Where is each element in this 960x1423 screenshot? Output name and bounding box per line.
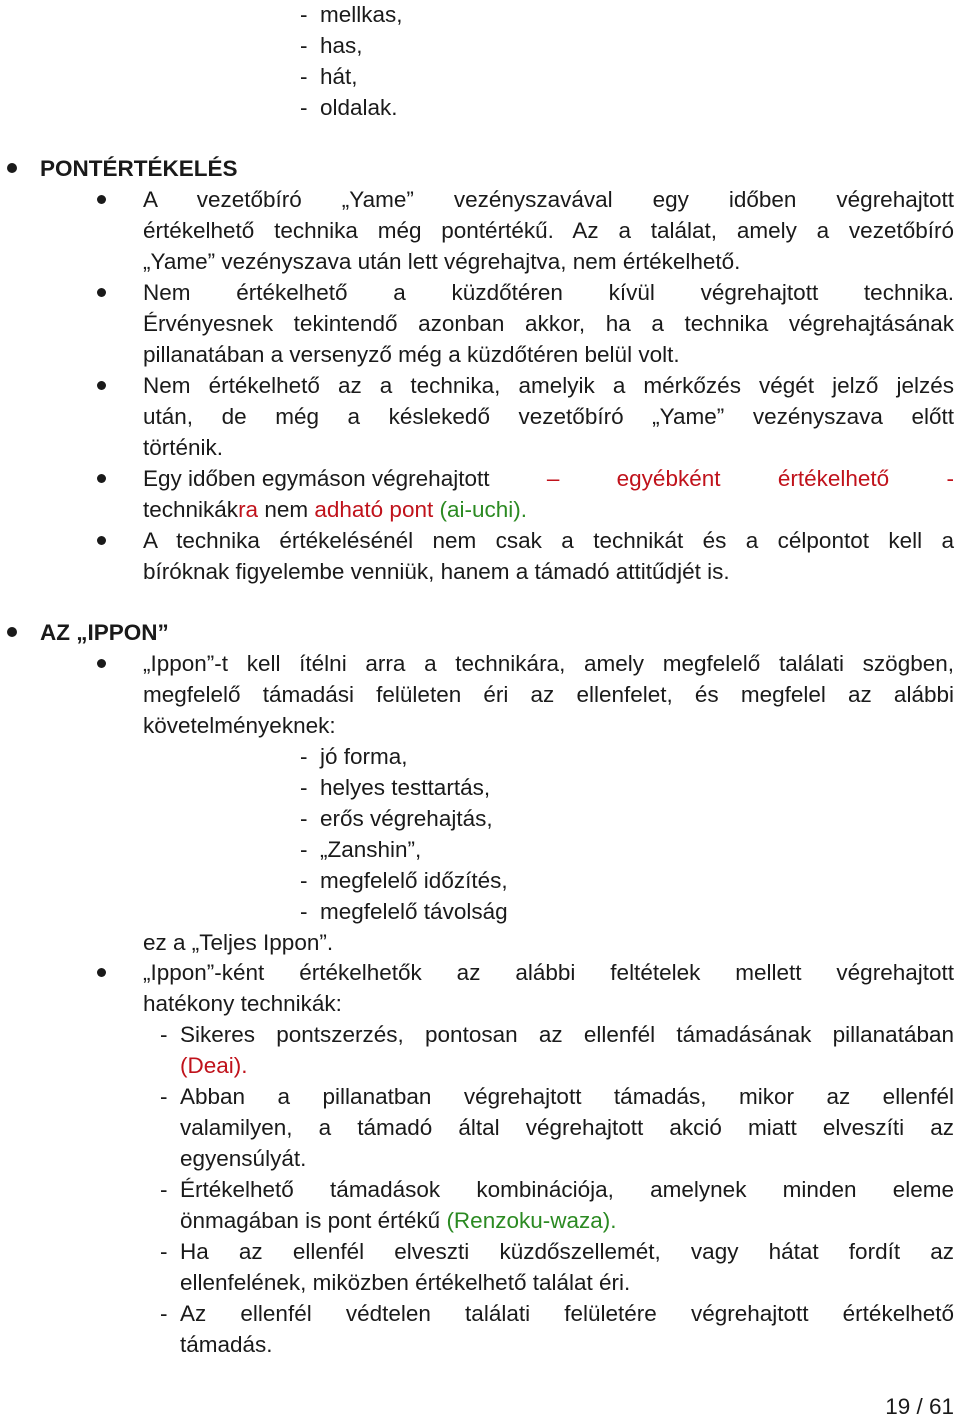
- dash-marker: -: [300, 868, 308, 893]
- text-segment: önmagában is pont értékű: [180, 1208, 447, 1233]
- green-text: (ai-uchi).: [433, 497, 528, 522]
- bullet-icon: [97, 659, 106, 668]
- paragraph-line: ellenfelének, miközben értékelhető találat éri.: [180, 1270, 631, 1295]
- paragraph-line: Sikeres pontszerzés, pontosan az ellenfél támadásának pillanatában: [180, 1022, 954, 1047]
- paragraph-line: hatékony technikák:: [143, 991, 342, 1016]
- list-item: mellkas,: [320, 2, 403, 27]
- dash-marker: -: [300, 2, 308, 27]
- paragraph-line: [143, 463, 954, 494]
- green-text: (Renzoku-waza).: [446, 1208, 617, 1233]
- paragraph-line: valamilyen, a támadó által végrehajtott akció miatt elveszíti az: [180, 1115, 954, 1140]
- list-item: oldalak.: [320, 95, 398, 120]
- list-item: has,: [320, 33, 363, 58]
- red-text: ra: [238, 497, 259, 522]
- dash-marker: -: [160, 1239, 168, 1264]
- paragraph-line: A vezetőbíró „Yame” vezényszavával egy időben végrehajtott: [143, 187, 954, 212]
- red-text: egyébként: [616, 466, 721, 491]
- red-text: értékelhető: [777, 466, 890, 491]
- dash-marker: -: [300, 33, 308, 58]
- bullet-icon: [97, 288, 106, 297]
- paragraph-line: után, de még a késlekedő vezetőbíró „Yame” vezényszava előtt: [143, 404, 954, 429]
- paragraph-line: támadás.: [180, 1332, 273, 1357]
- dash-marker: -: [160, 1301, 168, 1326]
- dash-marker: -: [300, 775, 308, 800]
- paragraph-line: ez a „Teljes Ippon”.: [143, 930, 334, 955]
- page-number: 19 / 61: [885, 1394, 954, 1419]
- paragraph-line: bíróknak figyelembe venniük, hanem a támadó attitűdjét is.: [143, 559, 730, 584]
- paragraph-line: Érvényesnek tekintendő azonban akkor, ha a technika végrehajtásának: [143, 311, 954, 336]
- dash-marker: -: [300, 95, 308, 120]
- paragraph-line: Nem értékelhető a küzdőtéren kívül végrehajtott technika.: [143, 280, 954, 305]
- bullet-icon: [97, 968, 106, 977]
- paragraph-line: „Ippon”-t kell ítélni arra a technikára, amely megfelelő találati szögben,: [143, 651, 954, 676]
- bullet-icon: [97, 536, 106, 545]
- paragraph-line: követelményeknek:: [143, 713, 336, 738]
- text-segment: technikák: [143, 497, 239, 522]
- paragraph-line: pillanatában a versenyző még a küzdőtéren belül volt.: [143, 342, 680, 367]
- text-segment: Egy időben egymáson végrehajtott: [143, 466, 490, 491]
- paragraph-line: A technika értékelésénél nem csak a technikát és a célpontot kell a: [143, 528, 954, 553]
- dash-marker: -: [300, 837, 308, 862]
- red-text: (Deai).: [180, 1053, 248, 1078]
- paragraph-line: értékelhető technika még pontértékű. Az a találat, amely a vezetőbíró: [143, 218, 954, 243]
- criteria-item: „Zanshin”,: [320, 837, 422, 862]
- dash-marker: -: [300, 744, 308, 769]
- paragraph-line: „Ippon”-ként értékelhetők az alábbi feltételek mellett végrehajtott: [143, 960, 954, 985]
- paragraph-line: „Yame” vezényszava után lett végrehajtva, nem értékelhető.: [143, 249, 741, 274]
- red-text: adható pont: [314, 497, 434, 522]
- paragraph-line: [180, 1205, 617, 1236]
- dash-marker: -: [300, 899, 308, 924]
- bullet-icon: [97, 474, 106, 483]
- dash-marker: -: [160, 1022, 168, 1047]
- paragraph-line: [143, 494, 527, 525]
- criteria-item: jó forma,: [320, 744, 408, 769]
- criteria-item: megfelelő távolság: [320, 899, 508, 924]
- dash-marker: -: [160, 1177, 168, 1202]
- criteria-item: helyes testtartás,: [320, 775, 491, 800]
- paragraph-line: egyensúlyát.: [180, 1146, 307, 1171]
- bullet-icon: [7, 627, 17, 637]
- paragraph-line: történik.: [143, 435, 224, 460]
- paragraph-line: Az ellenfél védtelen találati felületére végrehajtott értékelhető: [180, 1301, 954, 1326]
- text-segment: nem: [258, 497, 315, 522]
- bullet-icon: [97, 381, 106, 390]
- paragraph-line: megfelelő támadási felületen éri az ellenfelet, és megfelel az alábbi: [143, 682, 954, 707]
- list-item: hát,: [320, 64, 358, 89]
- paragraph-line: Ha az ellenfél elveszti küzdőszellemét, vagy hátat fordít az: [180, 1239, 954, 1264]
- bullet-icon: [7, 163, 17, 173]
- section-heading-pontertekeles: PONTÉRTÉKELÉS: [40, 156, 238, 181]
- red-dash: -: [946, 466, 954, 491]
- paragraph-line: Nem értékelhető az a technika, amelyik a mérkőzés végét jelző jelzés: [143, 373, 954, 398]
- bullet-icon: [97, 195, 106, 204]
- paragraph-line: Abban a pillanatban végrehajtott támadás, mikor az ellenfél: [180, 1084, 954, 1109]
- red-dash: –: [546, 466, 560, 491]
- dash-marker: -: [300, 64, 308, 89]
- dash-marker: -: [160, 1084, 168, 1109]
- dash-marker: -: [300, 806, 308, 831]
- criteria-item: erős végrehajtás,: [320, 806, 493, 831]
- paragraph-line: Értékelhető támadások kombinációja, amelynek minden eleme: [180, 1177, 954, 1202]
- section-heading-ippon: AZ „IPPON”: [40, 620, 169, 645]
- criteria-item: megfelelő időzítés,: [320, 868, 508, 893]
